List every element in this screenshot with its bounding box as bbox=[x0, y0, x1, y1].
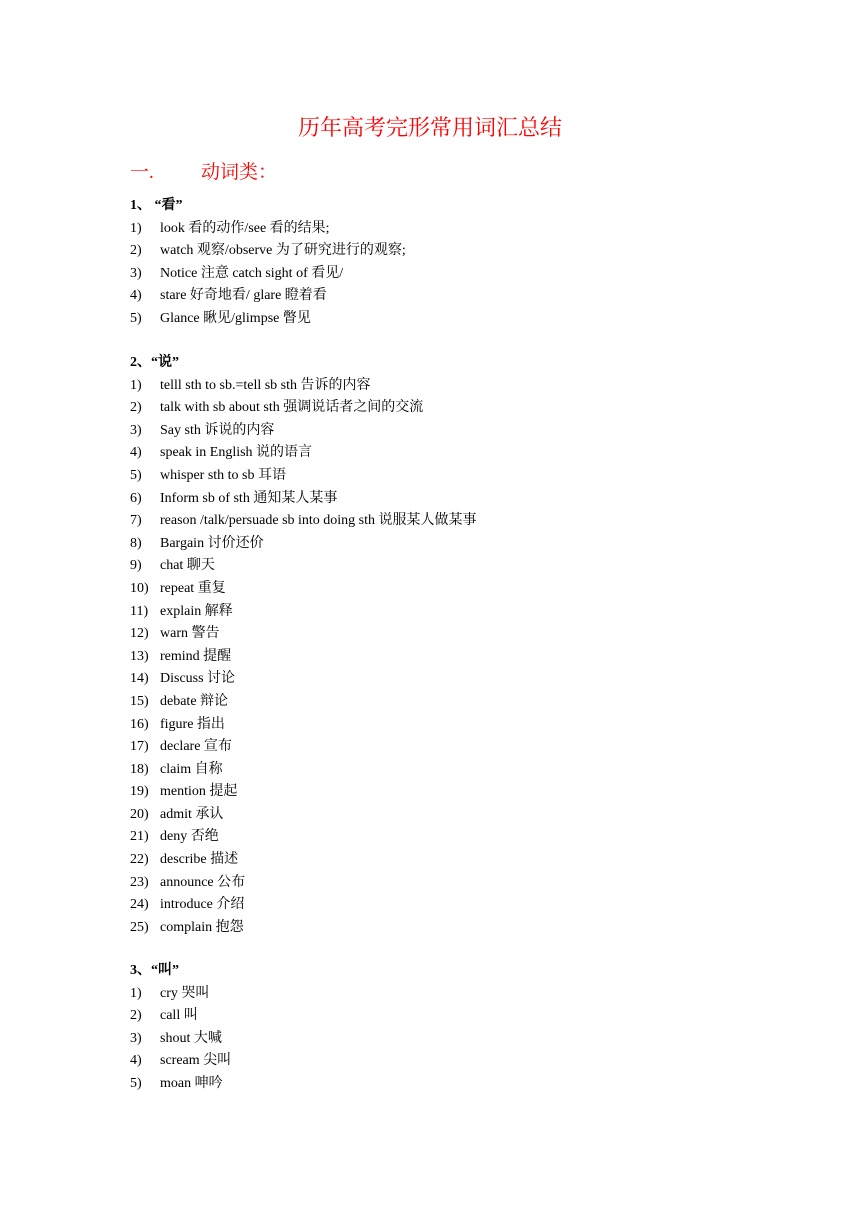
item-number: 11) bbox=[130, 603, 149, 619]
list-item bbox=[130, 240, 406, 263]
item-number: 3) bbox=[130, 1030, 142, 1046]
item-number: 3) bbox=[130, 265, 142, 281]
item-text: claim 自称 bbox=[160, 761, 223, 777]
list-item bbox=[130, 1050, 231, 1073]
list-item bbox=[130, 668, 477, 691]
item-text: explain 解释 bbox=[160, 603, 233, 619]
item-number: 5) bbox=[130, 467, 142, 483]
list-item bbox=[130, 488, 477, 511]
item-text: talk with sb about sth 强调说话者之间的交流 bbox=[160, 400, 424, 416]
list-item bbox=[130, 285, 406, 308]
item-number: 8) bbox=[130, 535, 142, 551]
list-item bbox=[130, 578, 477, 601]
list-item bbox=[130, 872, 477, 895]
section-number: 一. bbox=[130, 162, 154, 183]
item-text: speak in English 说的语言 bbox=[160, 445, 313, 461]
item-text: Notice 注意 catch sight of 看见/ bbox=[160, 265, 344, 281]
list-item bbox=[130, 510, 477, 533]
item-text: introduce 介绍 bbox=[160, 897, 245, 913]
list-item bbox=[130, 759, 477, 782]
item-number: 7) bbox=[130, 513, 142, 529]
item-text: announce 公布 bbox=[160, 874, 246, 890]
list-item bbox=[130, 781, 477, 804]
section-label: 动词类： bbox=[201, 162, 278, 183]
item-number: 22) bbox=[130, 852, 149, 868]
item-text: complain 抱怨 bbox=[160, 919, 244, 935]
item-text: whisper sth to sb 耳语 bbox=[160, 467, 286, 483]
item-number: 19) bbox=[130, 784, 149, 800]
list-item bbox=[130, 894, 477, 917]
item-text: shout 大喊 bbox=[160, 1030, 222, 1046]
item-text: cry 哭叫 bbox=[160, 985, 210, 1001]
list-item bbox=[130, 736, 477, 759]
section-heading bbox=[130, 159, 277, 187]
item-list bbox=[130, 218, 406, 331]
list-item bbox=[130, 983, 231, 1006]
item-number: 14) bbox=[130, 671, 149, 687]
item-number: 25) bbox=[130, 919, 149, 935]
item-text: describe 描述 bbox=[160, 852, 239, 868]
item-number: 1) bbox=[130, 985, 142, 1001]
list-item bbox=[130, 533, 477, 556]
list-item bbox=[130, 804, 477, 827]
item-number: 24) bbox=[130, 897, 149, 913]
item-text: Inform sb of sth 通知某人某事 bbox=[160, 490, 338, 506]
item-text: stare 好奇地看/ glare 瞪着看 bbox=[160, 288, 327, 304]
item-number: 6) bbox=[130, 490, 142, 506]
list-item bbox=[130, 714, 477, 737]
item-number: 17) bbox=[130, 739, 149, 755]
item-number: 2) bbox=[130, 400, 142, 416]
item-text: watch 观察/observe 为了研究进行的观察; bbox=[160, 243, 406, 259]
list-item bbox=[130, 1005, 231, 1028]
list-item bbox=[130, 691, 477, 714]
item-number: 2) bbox=[130, 1008, 142, 1024]
item-number: 12) bbox=[130, 626, 149, 642]
list-item bbox=[130, 465, 477, 488]
group-say bbox=[130, 352, 477, 939]
item-text: declare 宣布 bbox=[160, 739, 232, 755]
group-heading: 1、 “看” bbox=[130, 198, 183, 213]
item-number: 4) bbox=[130, 445, 142, 461]
item-number: 20) bbox=[130, 806, 149, 822]
item-number: 5) bbox=[130, 310, 142, 326]
list-item bbox=[130, 397, 477, 420]
item-text: warn 警告 bbox=[160, 626, 220, 642]
item-number: 3) bbox=[130, 422, 142, 438]
list-item bbox=[130, 1028, 231, 1051]
item-number: 5) bbox=[130, 1075, 142, 1091]
item-number: 18) bbox=[130, 761, 149, 777]
list-item bbox=[130, 623, 477, 646]
list-item bbox=[130, 917, 477, 940]
item-text: deny 否绝 bbox=[160, 829, 219, 845]
item-text: reason /talk/persuade sb into doing sth 说服某人做某事 bbox=[160, 513, 477, 529]
item-text: telll sth to sb.=tell sb sth 告诉的内容 bbox=[160, 377, 371, 393]
item-number: 4) bbox=[130, 1053, 142, 1069]
item-text: repeat 重复 bbox=[160, 580, 226, 596]
page-title: 历年高考完形常用词汇总结 bbox=[297, 115, 562, 140]
item-number: 23) bbox=[130, 874, 149, 890]
item-text: moan 呻吟 bbox=[160, 1075, 223, 1091]
item-number: 13) bbox=[130, 648, 149, 664]
item-text: call 叫 bbox=[160, 1008, 198, 1024]
item-text: mention 提起 bbox=[160, 784, 238, 800]
list-item bbox=[130, 218, 406, 241]
item-text: remind 提醒 bbox=[160, 648, 232, 664]
item-text: Bargain 讨价还价 bbox=[160, 535, 264, 551]
group-call bbox=[130, 960, 231, 1096]
item-number: 1) bbox=[130, 220, 142, 236]
item-text: admit 承认 bbox=[160, 806, 224, 822]
list-item bbox=[130, 849, 477, 872]
item-text: Say sth 诉说的内容 bbox=[160, 422, 275, 438]
item-list bbox=[130, 983, 231, 1096]
item-text: figure 指出 bbox=[160, 716, 225, 732]
list-item bbox=[130, 308, 406, 331]
item-text: look 看的动作/see 看的结果; bbox=[160, 220, 330, 236]
group-look bbox=[130, 195, 406, 331]
item-number: 21) bbox=[130, 829, 149, 845]
list-item bbox=[130, 555, 477, 578]
list-item bbox=[130, 442, 477, 465]
list-item bbox=[130, 420, 477, 443]
item-text: Glance 瞅见/glimpse 瞥见 bbox=[160, 310, 311, 326]
list-item bbox=[130, 263, 406, 286]
item-number: 16) bbox=[130, 716, 149, 732]
list-item bbox=[130, 601, 477, 624]
list-item bbox=[130, 646, 477, 669]
group-heading: 2、“说” bbox=[130, 355, 179, 370]
item-number: 10) bbox=[130, 580, 149, 596]
item-text: chat 聊天 bbox=[160, 558, 215, 574]
item-text: debate 辩论 bbox=[160, 693, 229, 709]
list-item bbox=[130, 826, 477, 849]
item-text: Discuss 讨论 bbox=[160, 671, 236, 687]
item-number: 9) bbox=[130, 558, 142, 574]
item-number: 2) bbox=[130, 243, 142, 259]
item-number: 1) bbox=[130, 377, 142, 393]
item-number: 15) bbox=[130, 693, 149, 709]
list-item bbox=[130, 1073, 231, 1096]
group-heading: 3、“叫” bbox=[130, 963, 179, 978]
item-number: 4) bbox=[130, 288, 142, 304]
item-list bbox=[130, 375, 477, 940]
item-text: scream 尖叫 bbox=[160, 1053, 232, 1069]
list-item bbox=[130, 375, 477, 398]
